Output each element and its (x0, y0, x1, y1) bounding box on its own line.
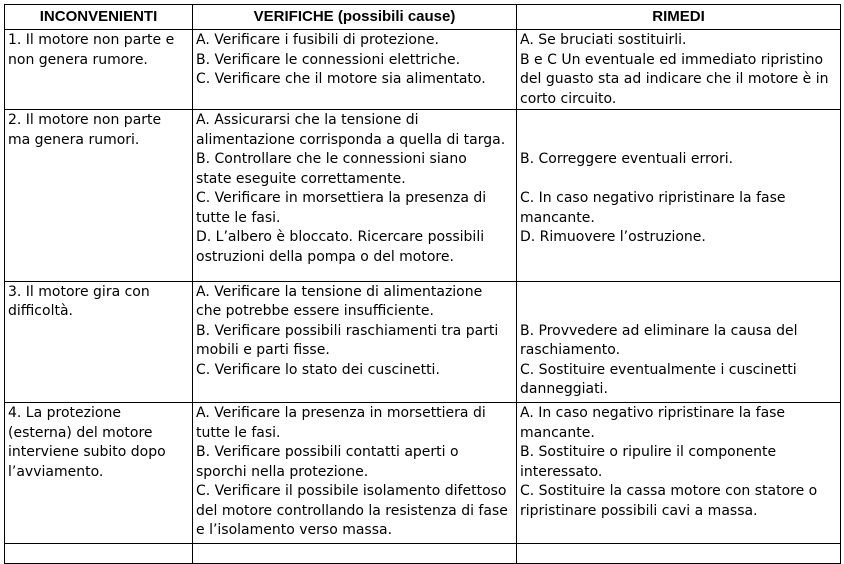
cell-line: non genera rumore. (8, 51, 148, 68)
cell-line: B. Controllare che le connessioni siano (196, 151, 467, 168)
cell-line: C. Verificare lo stato dei cuscinetti. (196, 361, 440, 378)
cell-line: A. Verificare la presenza in morsettiera di (196, 405, 486, 422)
cell-line: 4. La protezione (8, 405, 121, 422)
cell-line: A. Verificare la tensione di alimentazione (196, 283, 483, 300)
cell-line: corto circuito. (520, 90, 617, 107)
cell-line: e l’isolamento verso massa. (196, 522, 393, 539)
header-verifiche: VERIFICHE (possibili cause) (193, 5, 517, 30)
header-inconvenienti: INCONVENIENTI (5, 5, 193, 30)
table-row (5, 281, 841, 402)
cell-line: tutte le fasi. (196, 209, 281, 226)
spacer (520, 302, 837, 322)
cell-line: B. Verificare le connessioni elettriche. (196, 51, 461, 68)
spacer (520, 170, 837, 190)
cell-line: C. Sostituire la cassa motore con statore o (520, 483, 818, 500)
cell-line: mancante. (520, 424, 595, 441)
cell-line: C. Verificare che il motore sia alimentato. (196, 71, 486, 87)
cell-line: B. Correggere eventuali errori. (520, 151, 734, 168)
empty-cell (517, 543, 841, 563)
cell-line: tutte le fasi. (196, 424, 281, 441)
cell-line: 2. Il motore non parte (8, 112, 162, 129)
cell-line: C. Verificare in morsettiera la presenza di (196, 190, 487, 207)
spacer (520, 283, 837, 303)
cell-line: mobili e parti fisse. (196, 342, 330, 359)
table-row (5, 30, 841, 110)
remedies-cell (517, 110, 841, 282)
cell-line: C. In caso negativo ripristinare la fase (520, 190, 786, 207)
cell-line: del guasto sta ad indicare che il motore è in (520, 71, 829, 87)
cell-line: B. Sostituire o ripulire il componente (520, 444, 777, 461)
cell-line: che potrebbe essere insufficiente. (196, 303, 434, 320)
cell-line: state eseguite correttamente. (196, 170, 406, 187)
problem-cell (5, 30, 193, 110)
cell-line: interviene subito dopo (8, 444, 166, 461)
cell-line: difficoltà. (8, 303, 73, 320)
cell-line: raschiamento. (520, 342, 621, 359)
cell-line: B. Verificare possibili contatti aperti o (196, 444, 459, 461)
checks-cell (193, 30, 517, 110)
cell-line: mancante. (520, 209, 595, 226)
cell-line: A. In caso negativo ripristinare la fase (520, 405, 786, 422)
cell-line: interessato. (520, 463, 603, 480)
cell-line: B. Verificare possibili raschiamenti tra parti (196, 322, 499, 339)
cell-line: A. Assicurarsi che la tensione di (196, 112, 419, 129)
header-rimedi: RIMEDI (517, 5, 841, 30)
remedies-cell (517, 281, 841, 402)
cell-line: 3. Il motore gira con (8, 283, 150, 300)
cell-line: alimentazione corrisponda a quella di targa. (196, 131, 506, 148)
cell-line: D. L’albero è bloccato. Ricercare possibili (196, 229, 485, 246)
problem-cell (5, 281, 193, 402)
table-row (5, 110, 841, 282)
table-row (5, 543, 841, 563)
empty-cell (5, 543, 193, 563)
cell-line: A. Se bruciati sostituirli. (520, 32, 687, 48)
cell-line: danneggiati. (520, 381, 608, 398)
cell-line: sporchi nella protezione. (196, 463, 369, 480)
cell-line: ostruzioni della pompa o del motore. (196, 248, 454, 265)
checks-cell (193, 110, 517, 282)
remedies-cell (517, 30, 841, 110)
checks-cell (193, 403, 517, 544)
spacer (520, 111, 837, 131)
empty-cell (193, 543, 517, 563)
cell-line: ripristinare possibili cavi a massa. (520, 502, 758, 519)
remedies-cell (517, 403, 841, 544)
cell-line: 1. Il motore non parte e (8, 32, 175, 48)
cell-line: D. Rimuovere l’ostruzione. (520, 229, 706, 246)
cell-line: A. Verificare i fusibili di protezione. (196, 32, 439, 48)
spacer (520, 131, 837, 151)
problem-cell (5, 403, 193, 544)
cell-line: B e C Un eventuale ed immediato ripristino (520, 51, 824, 68)
cell-line: B. Provvedere ad eliminare la causa del (520, 322, 798, 339)
checks-cell (193, 281, 517, 402)
header-row (5, 5, 841, 30)
cell-line: C. Verificare il possibile isolamento difettoso (196, 483, 507, 500)
cell-line: ma genera rumori. (8, 131, 140, 148)
problem-cell (5, 110, 193, 282)
cell-line: l’avviamento. (8, 463, 104, 480)
cell-line: (esterna) del motore (8, 424, 153, 441)
cell-line: C. Sostituire eventualmente i cuscinetti (520, 361, 797, 378)
troubleshooting-table (4, 4, 841, 564)
cell-line: del motore controllando la resistenza di fase (196, 502, 508, 519)
table-row (5, 403, 841, 544)
